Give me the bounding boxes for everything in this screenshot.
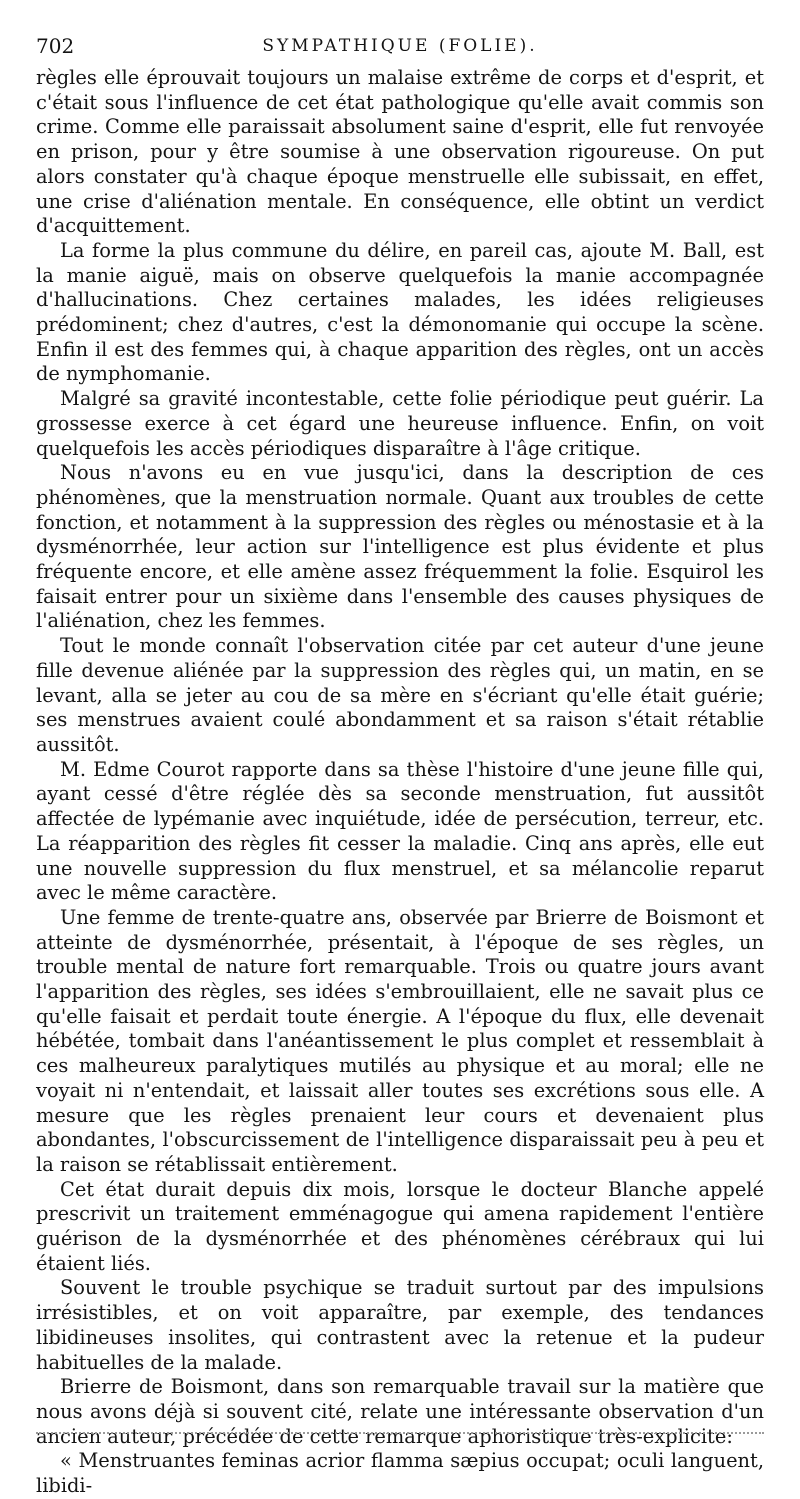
- paragraph: Une femme de trente-quatre ans, observée par Brierre de Boismont et atteinte de dysménorrhée, présentait, à l'époque de ses règles, un trouble mental de nature fort remarquable. Trois ou quatre jours avant l'apparition des règles, ses idées s'embrouillaient, elle ne savait plus ce qu'elle faisait et perdait toute énergie. A l'époque du flux, elle devenait hébétée, tombait dans l'anéantissement le plus complet et ressemblait à ces malheureux paralytiques mutilés au physique et au moral; elle ne voyait ni n'entendait, et laissait aller toutes ses excrétions sous elle. A mesure que les règles prenaient leur cours et devenaient plus abondantes, l'obscurcissement de l'intelligence disparaissait peu à peu et la raison se rétablissait entièrement.: [36, 905, 764, 1176]
- paragraph: M. Edme Courot rapporte dans sa thèse l'histoire d'une jeune fille qui, ayant cessé d'être réglée dès sa seconde menstruation, fut aussitôt affectée de lypémanie avec inquiétude, idée de persécution, terreur, etc. La réapparition des règles fit cesser la maladie. Cinq ans après, elle eut une nouvelle suppression du flux menstruel, et sa mélancolie reparut avec le même caractère.: [36, 757, 764, 905]
- paragraph: Tout le monde connaît l'observation citée par cet auteur d'une jeune fille devenue aliénée par la suppression des règles qui, un matin, en se levant, alla se jeter au cou de sa mère en s'écriant qu'elle était guérie; ses menstrues avaient coulé abondamment et sa raison s'était rétablie aussitôt.: [36, 634, 764, 756]
- paragraph: « Menstruantes feminas acrior flamma sæpius occupat; oculi languent, libidi-: [36, 1449, 764, 1498]
- paragraph: Souvent le trouble psychique se traduit surtout par des impulsions irrésistibles, et on voit apparaître, par exemple, des tendances libidineuses insolites, qui contrastent avec la retenue et la pudeur habituelles de la malade.: [36, 1276, 764, 1374]
- paragraph: Nous n'avons eu en vue jusqu'ici, dans la description de ces phénomènes, que la menstruation normale. Quant aux troubles de cette fonction, et notamment à la suppression des règles ou ménostasie et à la dysménorrhée, leur action sur l'intelligence est plus évidente et plus fréquente encore, et elle amène assez fréquemment la folie. Esquirol les faisait entrer pour un sixième dans l'ensemble des causes physiques de l'aliénation, chez les femmes.: [36, 461, 764, 633]
- page-header: [36, 34, 764, 62]
- paragraph: Cet état durait depuis dix mois, lorsque le docteur Blanche appelé prescrivit un traitement emménagogue qui amena rapidement l'entière guérison de la dysménorrhée et des phénomènes cérébraux qui lui étaient liés.: [36, 1177, 764, 1275]
- page-number: 702: [36, 34, 75, 58]
- running-title: SYMPATHIQUE (FOLIE).: [262, 36, 538, 56]
- paragraph: La forme la plus commune du délire, en pareil cas, ajoute M. Ball, est la manie aiguë, mais on observe quelquefois la manie accompagnée d'hallucinations. Chez certaines malades, les idées religieuses prédominent; chez d'autres, c'est la démonomanie qui occupe la scène. Enfin il est des femmes qui, à chaque apparition des règles, ont un accès de nymphomanie.: [36, 238, 764, 386]
- paragraph: Malgré sa gravité incontestable, cette folie périodique peut guérir. La grossesse exerce à cet égard une heureuse influence. Enfin, on voit quelquefois les accès périodiques disparaître à l'âge critique.: [36, 387, 764, 460]
- paragraph: règles elle éprouvait toujours un malaise extrême de corps et d'esprit, et c'était sous l'influence de cet état pathologique qu'elle avait commis son crime. Comme elle paraissait absolument saine d'esprit, elle fut renvoyée en prison, pour y être soumise à une observation rigoureuse. On put alors constater qu'à chaque époque menstruelle elle subissait, en effet, une crise d'aliénation mentale. En conséquence, elle obtint un verdict d'acquittement.: [36, 66, 764, 238]
- footer-dotted-rule: [36, 1432, 764, 1434]
- paragraph: Brierre de Boismont, dans son remarquable travail sur la matière que nous avons déjà si souvent cité, relate une intéressante observation d'un ancien auteur, précédée de cette remarque aphoristique très-explicite:: [36, 1375, 764, 1448]
- body-text: [36, 66, 764, 1499]
